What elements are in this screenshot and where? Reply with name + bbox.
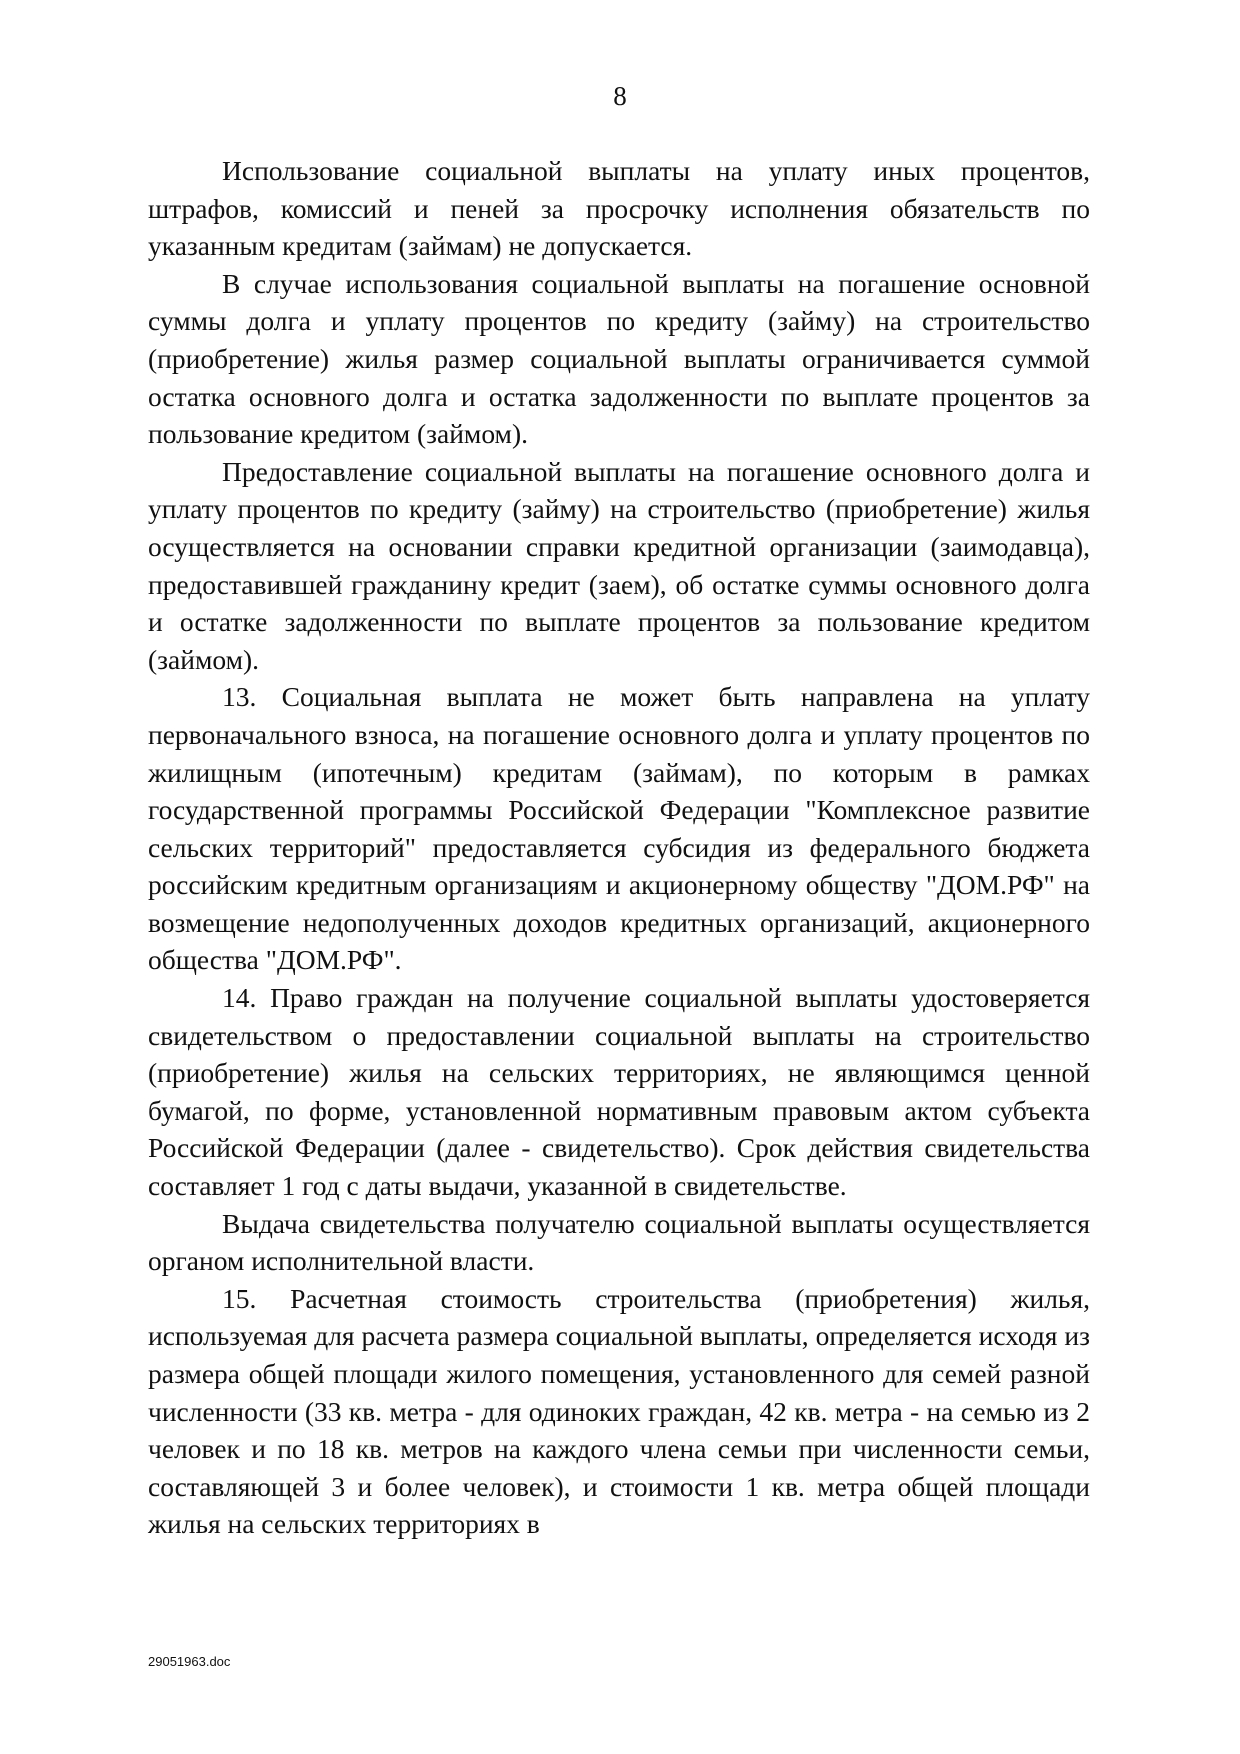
page-number: 8 [613, 81, 627, 111]
paragraph: Предоставление социальной выплаты на погашение основного долга и уплату процентов по кредиту (займу) на строительство (приобретение) жилья осуществляется на основании справки кредитной организации (заимодавца), предоставившей гражданину кредит (заем), об остатке суммы основного долга и остатке задолженности по выплате процентов за пользование кредитом (займом). [148, 455, 1090, 675]
paragraph-item-13: 13. Социальная выплата не может быть направлена на уплату первоначального взноса, на погашение основного долга и уплату процентов по жилищным (ипотечным) кредитам (займам), по которым в рамках государственной программы Российской Федерации "Комплексное развитие сельских территорий" предоставляется субсидия из федерального бюджета российским кредитным организациям и акционерному обществу "ДОМ.РФ" на возмещение недополученных доходов кредитных организаций, акционерного общества "ДОМ.РФ". [148, 681, 1090, 976]
paragraph-item-15: 15. Расчетная стоимость строительства (приобретения) жилья, используемая для расчета размера социальной выплаты, определяется исходя из размера общей площади жилого помещения, установленного для семей разной численности (33 кв. метра - для одиноких граждан, 42 кв. метра - на семью из 2 человек и по 18 кв. метров на каждого члена семьи при численности семьи, составляющей 3 и более человек), и стоимости 1 кв. метра общей площади жилья на сельских территориях в [148, 1282, 1090, 1540]
paragraph: Использование социальной выплаты на уплату иных процентов, штрафов, комиссий и пеней за просрочку исполнения обязательств по указанным кредитам (займам) не допускается. [148, 155, 1090, 262]
footer-filename: 29051963.doc [148, 1654, 231, 1669]
document-body [148, 152, 1090, 1543]
paragraph: Выдача свидетельства получателю социальной выплаты осуществляется органом исполнительной власти. [148, 1207, 1090, 1277]
paragraph-item-14: 14. Право граждан на получение социальной выплаты удостоверяется свидетельством о предоставлении социальной выплаты на строительство (приобретение) жилья на сельских территориях, не являющимся ценной бумагой, по форме, установленной нормативным правовым актом субъекта Российской Федерации (далее - свидетельство). Срок действия свидетельства составляет 1 год с даты выдачи, указанной в свидетельстве. [148, 982, 1090, 1202]
paragraph: В случае использования социальной выплаты на погашение основной суммы долга и уплату процентов по кредиту (займу) на строительство (приобретение) жилья размер социальной выплаты ограничивается суммой остатка основного долга и остатка задолженности по выплате процентов за пользование кредитом (займом). [148, 267, 1090, 450]
